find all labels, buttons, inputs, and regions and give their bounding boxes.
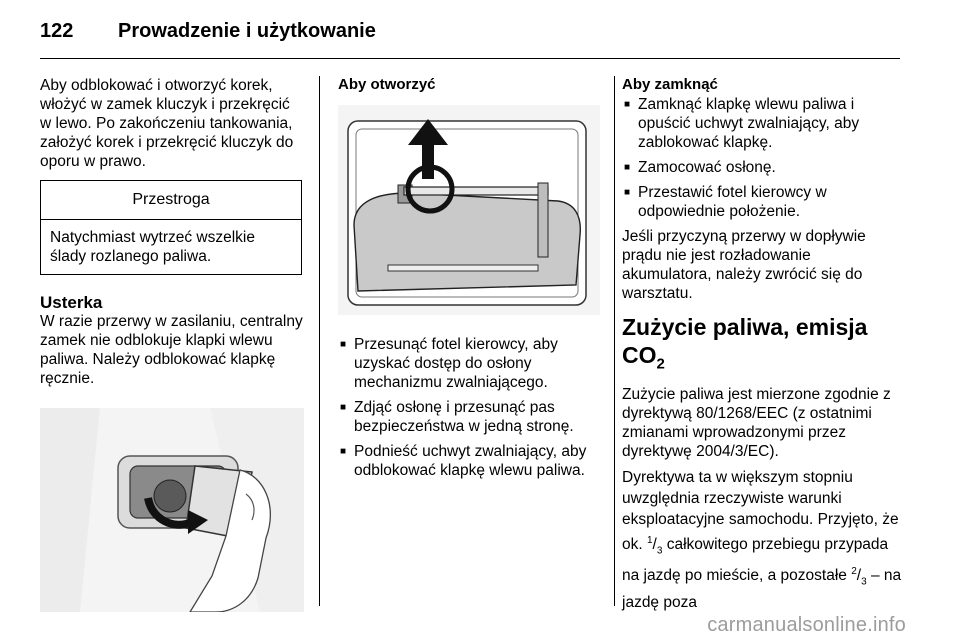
- column-divider-1: [319, 76, 320, 606]
- section-heading-text: Zużycie paliwa, emisja CO: [622, 314, 868, 368]
- list-item: [338, 442, 602, 480]
- page-title: Prowadzenie i użytkowanie: [118, 19, 376, 42]
- open-heading: Aby otworzyć: [338, 76, 436, 93]
- list-item-text: Zamocować osłonę.: [638, 159, 776, 176]
- list-item-text: Przestawić fotel kierowcy w odpowiednie położenie.: [638, 184, 827, 220]
- section-heading-subscript: 2: [656, 355, 665, 373]
- directive-paragraph: Dyrektywa ta w większym stopniu uwzględnia rzeczywiste warunki eksploatacyjne samochodu. Przyjęto, że ok. $^1/_3$ całkowitego przebiegu przypada na jazdę po mieście, a pozostałe $^2/_3$ – na jazdę poza: [622, 468, 902, 612]
- close-steps-list: [622, 95, 904, 221]
- list-item: [622, 95, 904, 152]
- fraction-numerator: 1: [646, 534, 653, 546]
- fuel-flap-illustration: [40, 408, 304, 612]
- bullet-icon: ■: [624, 162, 631, 173]
- section-heading: [622, 313, 904, 379]
- directive-text-a: Dyrektywa ta w większym stopniu uwzględnia rzeczywiste warunki eksploatacyjne samochodu. Przyjęto, że ok.: [622, 468, 899, 553]
- page-number: 122: [40, 19, 74, 42]
- list-item-text: Przesunąć fotel kierowcy, aby uzyskać dostęp do osłony mechanizmu zwalniającego.: [354, 336, 558, 391]
- open-steps-list: [338, 335, 602, 480]
- column-right: [622, 76, 904, 619]
- column-divider-2: [614, 76, 615, 606]
- close-heading: Aby zamknąć: [622, 76, 718, 93]
- bullet-icon: ■: [624, 99, 631, 110]
- header-rule: [40, 58, 900, 59]
- bullet-icon: ■: [340, 402, 347, 413]
- caution-title: Przestroga: [41, 181, 301, 220]
- list-item-text: Podnieść uchwyt zwalniający, aby odblokować klapkę wlewu paliwa.: [354, 443, 587, 479]
- list-item-text: Zamknąć klapkę wlewu paliwa i opuścić uchwyt zwalniający, aby zablokować klapkę.: [638, 96, 860, 151]
- column-middle: [338, 76, 602, 486]
- column-left: [40, 76, 305, 612]
- list-item: [338, 398, 602, 436]
- fault-paragraph: W razie przerwy w zasilaniu, centralny zamek nie odblokuje klapki wlewu paliwa. Należy odblokować klapkę ręcznie.: [40, 313, 303, 387]
- list-item-text: Zdjąć osłonę i przesunąć pas bezpieczeństwa w jedną stronę.: [354, 399, 574, 435]
- list-item: [622, 183, 904, 221]
- directive-text-c: – na jazdę poza: [622, 567, 902, 612]
- page-header: [40, 16, 376, 46]
- intro-paragraph: Aby odblokować i otworzyć korek, włożyć w zamek kluczyk i przekręcić w lewo. Po zakończeniu tankowania, założyć korek i przekręcić kluczyk do oporu w prawo.: [40, 77, 294, 170]
- fraction-numerator: 2: [851, 565, 857, 577]
- watermark: carmanualsonline.info: [707, 614, 906, 636]
- directive-text-b: całkowitego przebiegu przypada na jazdę po mieście, a pozostałe: [622, 535, 889, 584]
- bullet-icon: ■: [624, 187, 631, 198]
- consumption-paragraph: Zużycie paliwa jest mierzone zgodnie z dyrektywą 80/1268/EEC (z ostatnimi zmianami wprowadzonymi przez dyrektywę 2004/3/EC).: [622, 385, 891, 460]
- fraction-denominator: 3: [861, 576, 867, 588]
- caution-box: [40, 180, 302, 275]
- fraction-denominator: 3: [656, 544, 663, 556]
- fault-heading: Usterka: [40, 293, 103, 312]
- list-item: [338, 335, 602, 392]
- bullet-icon: ■: [340, 339, 347, 350]
- battery-note: Jeśli przyczyną przerwy w dopływie prądu nie jest rozładowanie akumulatora, należy zwrócić się do warsztatu.: [622, 228, 866, 302]
- caution-text: Natychmiast wytrzeć wszelkie ślady rozlanego paliwa.: [50, 229, 255, 265]
- release-mechanism-illustration: [338, 105, 600, 315]
- bullet-icon: ■: [340, 446, 347, 457]
- list-item: [622, 158, 904, 177]
